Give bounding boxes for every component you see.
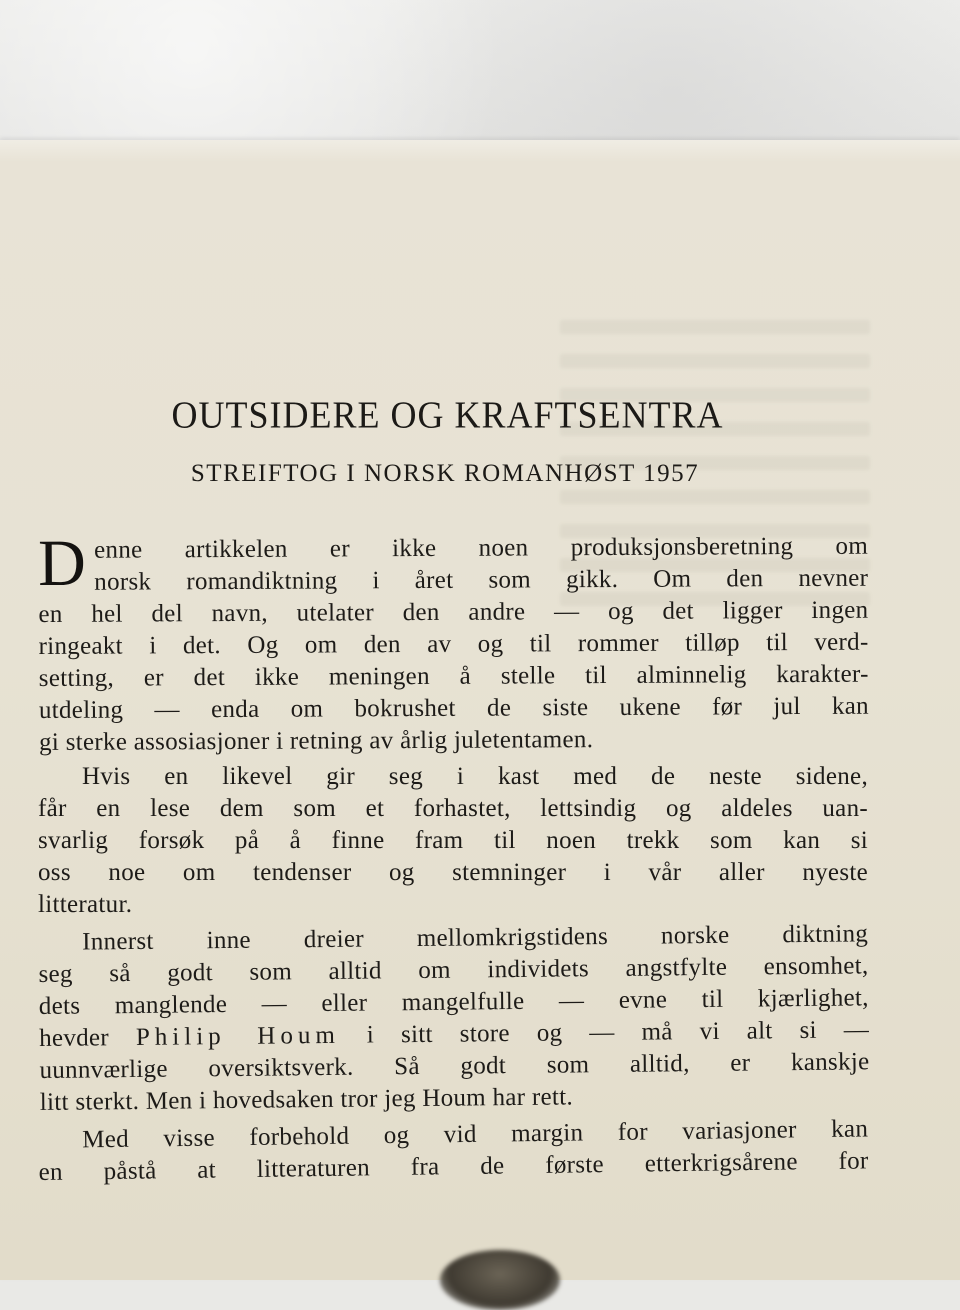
text-line: får en lese dem som et forhastet, lettsindig og aldeles uan- <box>38 795 868 822</box>
thumb-shadow <box>440 1250 560 1310</box>
text-line: litteratur. <box>38 891 133 918</box>
text-line: dets manglende — eller mangelfulle — evne til kjærlighet, <box>38 984 869 1020</box>
paragraph-4 <box>38 1113 869 1189</box>
text-fragment: hevder <box>39 1023 137 1052</box>
author-name-philip-houm: Philip Houm <box>135 1021 340 1051</box>
article-body <box>37 526 870 1189</box>
wall-background <box>0 0 960 160</box>
text-line: en hel del navn, utelater den andre — og det ligger ingen <box>38 596 869 628</box>
text-line: gi sterke assosiasjoner i retning av årlig juletentamen. <box>39 726 594 756</box>
text-line: litt sterkt. Men i hovedsaken tror jeg Houm har rett. <box>39 1083 574 1116</box>
paragraph-3 <box>38 918 870 1119</box>
text-line: enne artikkelen er ikke noen produksjonsberetning om <box>94 532 869 564</box>
text-line: norsk romandiktning i året som gikk. Om den nevner <box>94 564 869 596</box>
text-line: ringeakt i det. Og om den av og til rommer tilløp til verd- <box>38 628 869 660</box>
paragraph-2 <box>38 761 868 921</box>
article-title: OUTSIDERE OG KRAFTSENTRA <box>171 394 724 436</box>
text-line: setting, er det ikke meningen å stelle til alminnelig karakter- <box>38 660 869 692</box>
text-fragment: i sitt store og — må vi alt si — <box>339 1016 870 1049</box>
text-line: seg så godt som alltid om individets angstfylte ensomhet, <box>38 952 869 988</box>
text-line: Med visse forbehold og vid margin for variasjoner kan <box>82 1115 869 1154</box>
text-line: Hvis en likevel gir seg i kast med de neste sidene, <box>82 763 868 790</box>
text-line: oss noe om tendenser og stemninger i vår aller nyeste <box>38 859 868 886</box>
drop-cap: D <box>37 526 87 600</box>
text-line: svarlig forsøk på å finne fram til noen trekk som kan si <box>38 827 868 854</box>
paragraph-1 <box>37 526 869 759</box>
article-subtitle: STREIFTOG I NORSK ROMANHØST 1957 <box>190 460 700 487</box>
text-line: utdeling — enda om bokrushet de siste ukene før jul kan <box>38 692 869 724</box>
text-line: en påstå at litteraturen fra de første etterkrigsårene for <box>38 1147 869 1186</box>
text-line: uunnværlige oversiktsverk. Så godt som alltid, er kanskje <box>39 1048 870 1084</box>
text-line: Innerst inne dreier mellomkrigstidens norske diktning <box>82 920 869 956</box>
